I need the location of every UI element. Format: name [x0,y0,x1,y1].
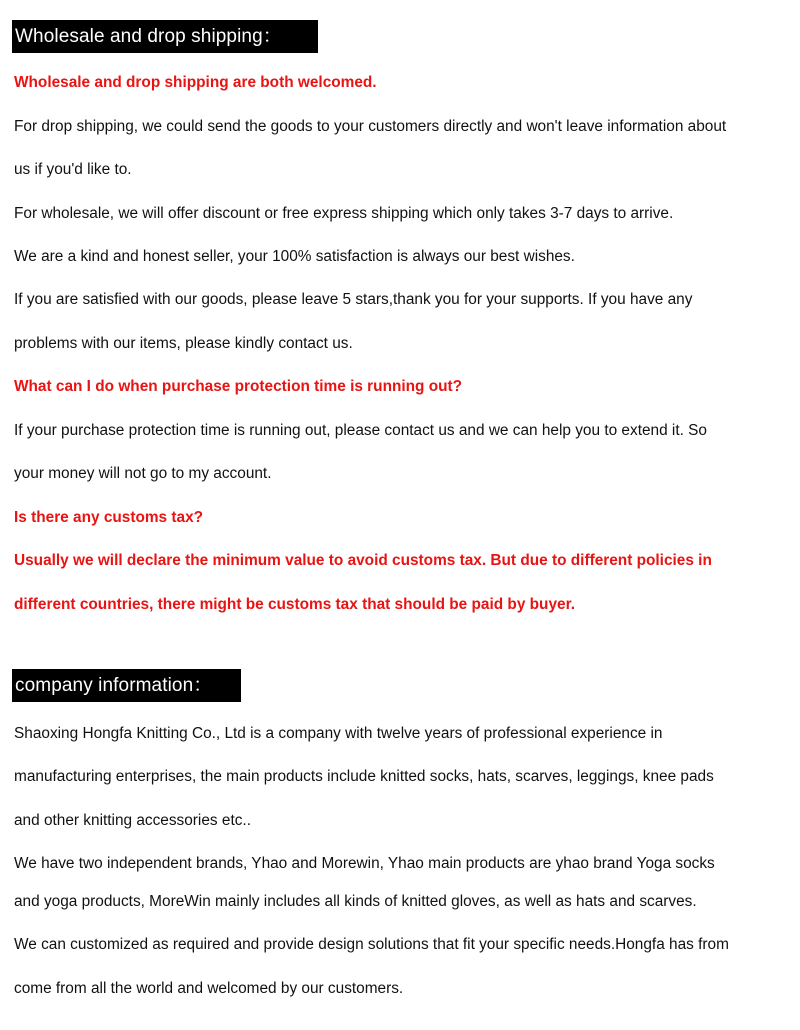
section-heading-wholesale: Wholesale and drop shipping： [12,20,318,53]
paragraph-line: us if you'd like to. [14,161,132,178]
paragraph-line: For drop shipping, we could send the goods to your customers directly and won't leave information about [14,118,727,135]
faq-answer-line: your money will not go to my account. [14,465,272,482]
company-info-line: We have two independent brands, Yhao and Morewin, Yhao main products are yhao brand Yoga socks [14,855,715,872]
wholesale-welcome-notice: Wholesale and drop shipping are both welcomed. [14,74,377,91]
paragraph-line: problems with our items, please kindly contact us. [14,335,353,352]
faq-answer-line: If your purchase protection time is running out, please contact us and we can help you to extend it. So [14,422,707,439]
company-info-line: manufacturing enterprises, the main products include knitted socks, hats, scarves, leggings, knee pads [14,768,714,785]
faq-answer-customs-line: Usually we will declare the minimum value to avoid customs tax. But due to different policies in [14,552,712,569]
company-info-line: and yoga products, MoreWin mainly includes all kinds of knitted gloves, as well as hats and scarves. [14,893,697,910]
paragraph-line: For wholesale, we will offer discount or free express shipping which only takes 3-7 days to arrive. [14,205,674,222]
faq-question-customs: Is there any customs tax? [14,509,204,526]
section-heading-company: company information： [12,669,241,702]
company-info-line: and other knitting accessories etc.. [14,812,251,829]
company-info-line: come from all the world and welcomed by our customers. [14,980,404,997]
paragraph-line: We are a kind and honest seller, your 100% satisfaction is always our best wishes. [14,248,575,265]
company-info-line: We can customized as required and provide design solutions that fit your specific needs.Hongfa has from [14,936,729,953]
faq-answer-customs-line: different countries, there might be customs tax that should be paid by buyer. [14,596,575,613]
paragraph-line: If you are satisfied with our goods, please leave 5 stars,thank you for your supports. If you have any [14,291,693,308]
faq-question-protection: What can I do when purchase protection time is running out? [14,378,463,395]
company-info-line: Shaoxing Hongfa Knitting Co., Ltd is a company with twelve years of professional experience in [14,725,663,742]
